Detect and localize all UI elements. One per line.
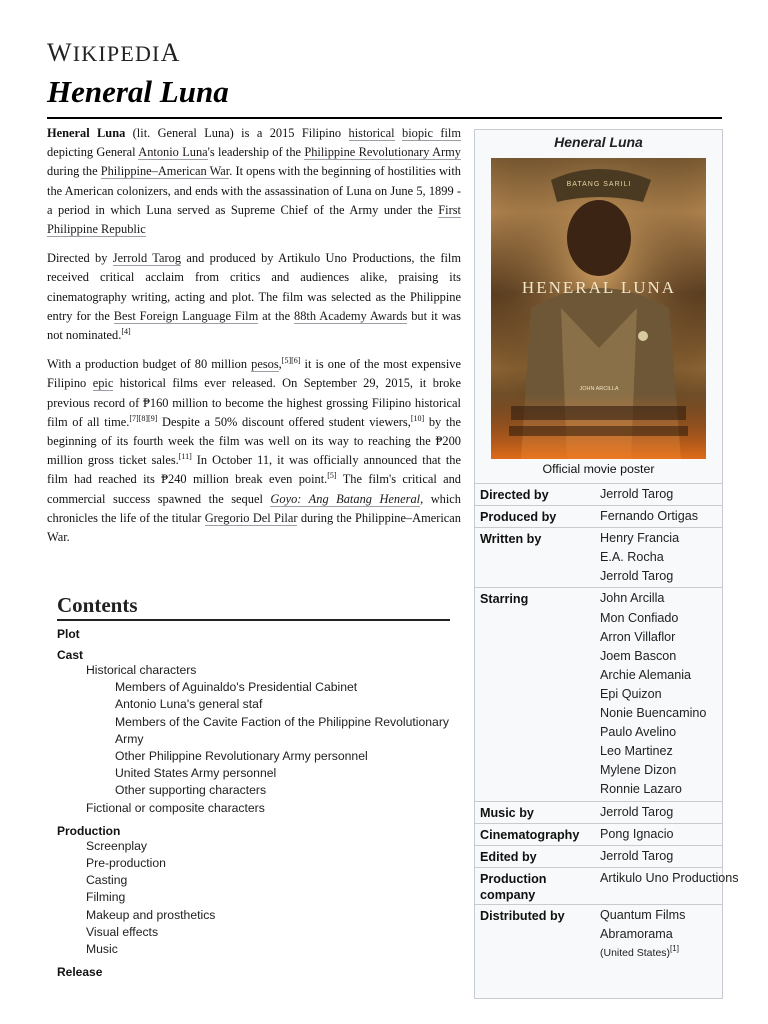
infobox-note: [600, 944, 718, 963]
infobox-label: Production company: [480, 871, 547, 902]
infobox-row: [475, 904, 722, 964]
poster-caption: Official movie poster: [542, 462, 655, 476]
toc-item[interactable]: Fictional or composite characters: [86, 800, 265, 815]
infobox-value: [600, 803, 718, 822]
infobox-value-item[interactable]: Joem Bascon: [600, 648, 677, 663]
infobox-value-item[interactable]: Epi Quizon: [600, 686, 662, 701]
lead-paragraph: [47, 124, 461, 239]
infobox-label: Produced by: [480, 510, 557, 525]
infobox-value-item[interactable]: Quantum Films: [600, 907, 686, 922]
poster-top-text: BATANG SARILI: [566, 181, 632, 188]
infobox-value-item[interactable]: Nonie Buencamino: [600, 706, 707, 721]
infobox: [474, 129, 739, 999]
infobox-value-item[interactable]: Mylene Dizon: [600, 763, 677, 778]
text: Directed by: [47, 251, 113, 266]
text: [395, 126, 402, 140]
infobox-label: Written by: [480, 532, 542, 547]
toc-item[interactable]: Casting: [86, 873, 128, 888]
link-best-foreign-language-film[interactable]: Best Foreign Language Film: [113, 308, 259, 323]
toc-item[interactable]: Filming: [86, 890, 126, 905]
infobox-value-item[interactable]: Paulo Avelino: [600, 725, 677, 740]
infobox-rows: [475, 483, 739, 964]
toc-item[interactable]: Members of Aguinaldo's Presidential Cabinet: [115, 680, 358, 695]
infobox-value-item[interactable]: Jerrold Tarog: [600, 569, 674, 584]
poster-credit-text: JOHN ARCILLA: [579, 386, 619, 392]
infobox-value: [600, 507, 718, 526]
link-historical[interactable]: historical: [348, 126, 395, 140]
infobox-label: Directed by: [480, 488, 549, 502]
text: Despite a 50% discount offered student viewers,: [157, 414, 411, 429]
citation[interactable]: [1]: [670, 943, 679, 953]
infobox-row: [475, 823, 722, 845]
infobox-value: [600, 485, 718, 504]
text: . It opens with the beginning of hostilities with the American colonizers, and ends with the assassination of Luna on June 5, 1899 - a period in which Luna served as Supreme Chief of the Army under the: [47, 164, 461, 217]
infobox-row: [475, 483, 722, 505]
poster-art: [491, 158, 706, 459]
table-of-contents: [57, 592, 450, 979]
toc-list: [57, 627, 450, 979]
infobox-row: [475, 845, 722, 867]
toc-item[interactable]: Antonio Luna's general staf: [115, 697, 263, 712]
toc-item[interactable]: Makeup and prosthetics: [86, 907, 216, 922]
infobox-value: [600, 906, 718, 963]
article-subject: Heneral Luna: [47, 126, 126, 140]
infobox-value-item[interactable]: Artikulo Uno Productions: [600, 870, 739, 885]
citation[interactable]: [4]: [121, 327, 131, 337]
infobox-label: Music by: [480, 805, 534, 820]
wordmark-letter: A: [160, 38, 181, 67]
infobox-value: [600, 529, 718, 586]
infobox-value-item[interactable]: John Arcilla: [600, 591, 665, 606]
infobox-value-item[interactable]: Mon Confiado: [600, 610, 679, 625]
infobox-label: Starring: [480, 592, 529, 607]
toc-item[interactable]: Members of the Cavite Faction of the Philippine Revolutionary Army: [115, 714, 449, 746]
page-title: Heneral Luna: [47, 74, 229, 109]
toc-item[interactable]: Other supporting characters: [115, 783, 267, 798]
infobox-row: [475, 505, 722, 527]
infobox-value-item[interactable]: E.A. Rocha: [600, 550, 664, 565]
wordmark-letter: W: [47, 38, 73, 67]
link-biopic-film[interactable]: biopic film: [402, 126, 462, 140]
paragraph-box-office: [47, 355, 461, 547]
link-philippine-american-war[interactable]: Philippine–American War: [100, 164, 230, 179]
infobox-value-item[interactable]: Abramorama: [600, 926, 673, 941]
toc-item[interactable]: Historical characters: [86, 663, 197, 677]
paragraph-reception: [47, 249, 461, 345]
link-goyo-ang-batang-heneral[interactable]: Goyo: Ang Batang Heneral: [270, 491, 421, 506]
infobox-value-item[interactable]: Pong Ignacio: [600, 826, 674, 841]
infobox-value-item[interactable]: Fernando Ortigas: [600, 509, 699, 524]
toc-item[interactable]: Release: [57, 965, 103, 980]
infobox-value-item[interactable]: Jerrold Tarog: [600, 487, 674, 501]
infobox-value-item[interactable]: Arron Villaflor: [600, 629, 676, 644]
text: depicting General: [47, 145, 139, 160]
toc-item[interactable]: United States Army personnel: [115, 766, 277, 781]
infobox-row: [475, 527, 722, 587]
infobox-value-item[interactable]: Jerrold Tarog: [600, 848, 674, 863]
toc-item[interactable]: Plot: [57, 627, 80, 641]
text: 's leadership of the: [207, 145, 305, 160]
infobox-value: [600, 825, 718, 844]
poster-title-text: HENERAL LUNA: [521, 278, 677, 297]
link-philippine-revolutionary-army[interactable]: Philippine Revolutionary Army: [304, 145, 462, 160]
text: during the Philippine–American War.: [47, 510, 461, 545]
movie-poster[interactable]: [491, 158, 706, 459]
text: The film's critical and commercial success spawned the sequel: [47, 472, 461, 506]
link-antonio-luna[interactable]: Antonio Luna: [138, 145, 208, 160]
text: during the: [47, 164, 101, 179]
text: at the: [258, 308, 295, 323]
article-body: [47, 124, 461, 557]
text: and produced by Artikulo Uno Productions, the film received critical acclaim from critics and audiences alike, praising its cinematography writing, acting and plot. The film was selected as the Philippine entry for the: [47, 251, 461, 323]
link-first-philippine-republic[interactable]: First Philippine Republic: [47, 202, 461, 237]
infobox-row: [475, 867, 739, 904]
link-gregorio-del-pilar[interactable]: Gregorio Del Pilar: [204, 510, 298, 525]
text: by the beginning of its fourth week the film was well on its way to reaching the ₱200 million gross ticket sales.: [47, 414, 461, 468]
link-pesos[interactable]: pesos: [251, 357, 279, 372]
infobox-label: Distributed by: [480, 908, 565, 923]
toc-item[interactable]: Screenplay: [86, 838, 147, 853]
infobox-row: [475, 587, 722, 800]
infobox-value: [600, 847, 718, 866]
toc-divider: [57, 619, 450, 621]
infobox-value-item[interactable]: Ronnie Lazaro: [600, 782, 682, 797]
toc-item[interactable]: Production: [57, 823, 121, 838]
toc-item[interactable]: Other Philippine Revolutionary Army personnel: [115, 749, 368, 764]
toc-item[interactable]: Visual effects: [86, 924, 159, 939]
text: but it was not nominated.: [47, 308, 462, 343]
citation[interactable]: [5]: [327, 471, 337, 481]
infobox-value-item[interactable]: Leo Martinez: [600, 744, 673, 759]
text: historical films ever released. On September 29, 2015, it broke previous record of ₱160 million to become the highest grossing Filipino historical film of all time.: [47, 376, 461, 429]
infobox-title: Heneral Luna: [554, 134, 643, 150]
citation[interactable]: [11]: [178, 452, 192, 462]
title-divider: [47, 117, 722, 119]
citation[interactable]: [10]: [410, 413, 425, 423]
toc-item[interactable]: Pre-production: [86, 856, 166, 871]
infobox-value-item[interactable]: Archie Alemania: [600, 667, 692, 682]
infobox-value: [600, 869, 739, 903]
infobox-note-text: (United States): [600, 946, 671, 959]
text: (lit. General Luna) is a 2015 Filipino: [125, 126, 349, 140]
text: ,: [278, 357, 282, 372]
text: With a production budget of 80 million: [47, 357, 252, 372]
toc-item[interactable]: Music: [86, 942, 118, 957]
wikipedia-wordmark[interactable]: [47, 38, 181, 68]
wordmark-letters: IKIPEDI: [72, 41, 161, 66]
infobox-label: Cinematography: [480, 827, 580, 842]
citation[interactable]: [7][8][9]: [129, 413, 158, 423]
text: , which chronicles the life of the titular: [47, 491, 461, 525]
infobox-value-item[interactable]: Henry Francia: [600, 531, 680, 546]
link-epic[interactable]: epic: [92, 376, 114, 391]
infobox-value-item[interactable]: Jerrold Tarog: [600, 804, 674, 819]
toc-item[interactable]: Cast: [57, 648, 84, 662]
text: In October 11, it was officially announced that the film had reached its ₱240 million break even point.: [47, 453, 461, 487]
infobox-value: [600, 589, 718, 799]
citation[interactable]: [5][6]: [281, 356, 301, 366]
infobox-label: Edited by: [480, 849, 537, 864]
link-88th-academy-awards[interactable]: 88th Academy Awards: [294, 308, 408, 323]
infobox-row: [475, 801, 722, 823]
toc-heading: Contents: [57, 593, 138, 617]
link-jerrold-tarog[interactable]: Jerrold Tarog: [112, 251, 182, 266]
text: it is one of the most expensive Filipino: [47, 357, 461, 391]
